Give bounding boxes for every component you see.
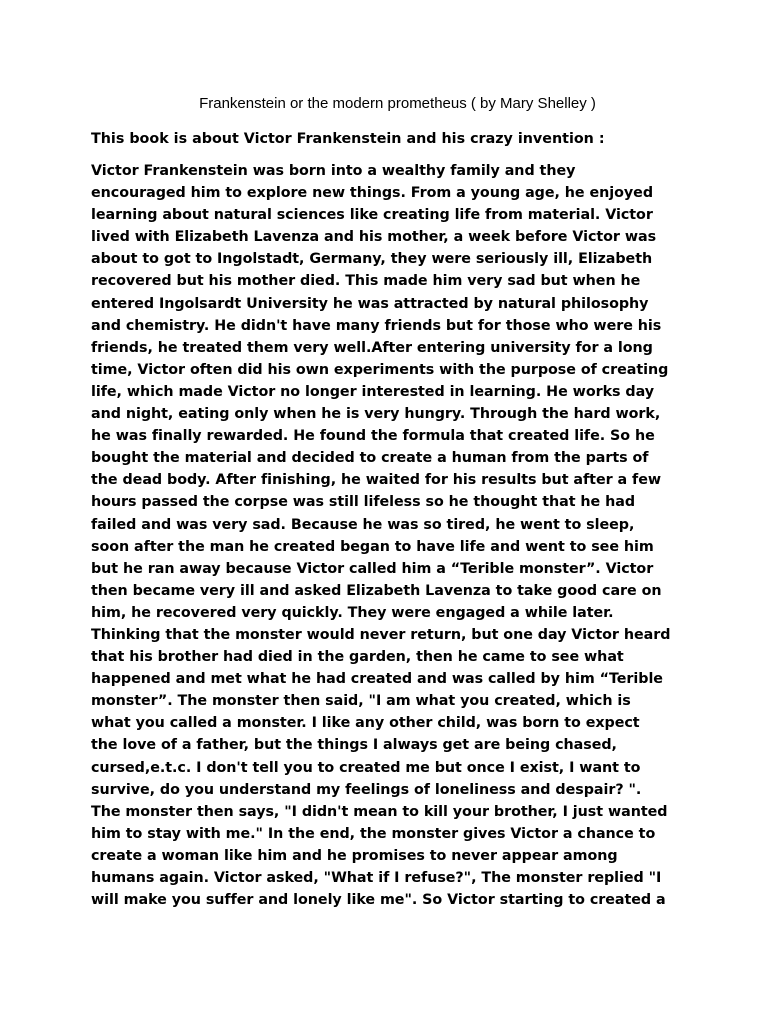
- text-line: but he ran away because Victor called him a “Terible monster”. Victor: [91, 560, 654, 577]
- text-line: then became very ill and asked Elizabeth Lavenza to take good care on: [91, 582, 662, 599]
- text-line: hours passed the corpse was still lifeless so he thought that he had: [91, 494, 636, 511]
- text-line: learning about natural sciences like creating life from material. Victor: [91, 207, 653, 224]
- text-line: Thinking that the monster would never return, but one day Victor heard: [91, 626, 671, 643]
- text-line: he was finally rewarded. He found the formula that created life. So he: [91, 428, 655, 445]
- text-line: The monster then says, "I didn't mean to kill your brother, I just wanted: [91, 803, 668, 820]
- text-line: him, he recovered very quickly. They were engaged a while later.: [91, 604, 614, 621]
- text-line: friends, he treated them very well.After entering university for a long: [91, 339, 653, 356]
- document-title: Frankenstein or the modern prometheus ( by Mary Shelley ): [199, 95, 596, 112]
- text-line: humans again. Victor asked, "What if I refuse?", The monster replied "I: [91, 870, 662, 886]
- text-line: and night, eating only when he is very hungry. Through the hard work,: [91, 406, 661, 423]
- text-line: encouraged him to explore new things. From a young age, he enjoyed: [91, 185, 653, 202]
- text-line: failed and was very sad. Because he was so tired, he went to sleep,: [91, 516, 635, 533]
- text-line: monster”. The monster then said, "I am what you created, which is: [91, 693, 631, 710]
- text-line: him to stay with me." In the end, the monster gives Victor a chance to: [91, 825, 656, 842]
- text-line: about to got to Ingolstadt, Germany, they were seriously ill, Elizabeth: [91, 251, 653, 268]
- text-line: the dead body. After finishing, he waited for his results but after a few: [91, 472, 662, 489]
- text-line: survive, do you understand my feelings of loneliness and despair? ".: [91, 781, 642, 798]
- text-line: cursed,e.t.c. I don't tell you to created me but once I exist, I want to: [91, 759, 641, 776]
- text-line: that his brother had died in the garden, then he came to see what: [91, 649, 624, 666]
- text-line: Victor Frankenstein was born into a wealthy family and they: [91, 163, 576, 179]
- text-line: what you called a monster. I like any other child, was born to expect: [91, 715, 640, 732]
- text-line: recovered but his mother died. This made him very sad but when he: [91, 273, 641, 290]
- text-line: bought the material and decided to create a human from the parts of: [91, 450, 649, 467]
- text-line: time, Victor often did his own experiments with the purpose of creating: [91, 361, 669, 378]
- text-line: life, which made Victor no longer interested in learning. He works day: [91, 383, 655, 400]
- text-line: happened and met what he had created and was called by him “Terible: [91, 671, 663, 688]
- text-line: lived with Elizabeth Lavenza and his mother, a week before Victor was: [91, 229, 657, 246]
- text-line: soon after the man he created began to have life and went to see him: [91, 538, 654, 555]
- text-line: will make you suffer and lonely like me". So Victor starting to created a: [91, 892, 666, 909]
- text-line: and chemistry. He didn't have many friends but for those who were his: [91, 317, 662, 334]
- text-line: entered Ingolsardt University he was attracted by natural philosophy: [91, 295, 649, 312]
- intro-line: This book is about Victor Frankenstein and his crazy invention :: [91, 131, 605, 147]
- text-line: create a woman like him and he promises to never appear among: [91, 847, 618, 864]
- body-paragraph: [91, 160, 696, 911]
- text-line: the love of a father, but the things I always get are being chased,: [91, 737, 617, 754]
